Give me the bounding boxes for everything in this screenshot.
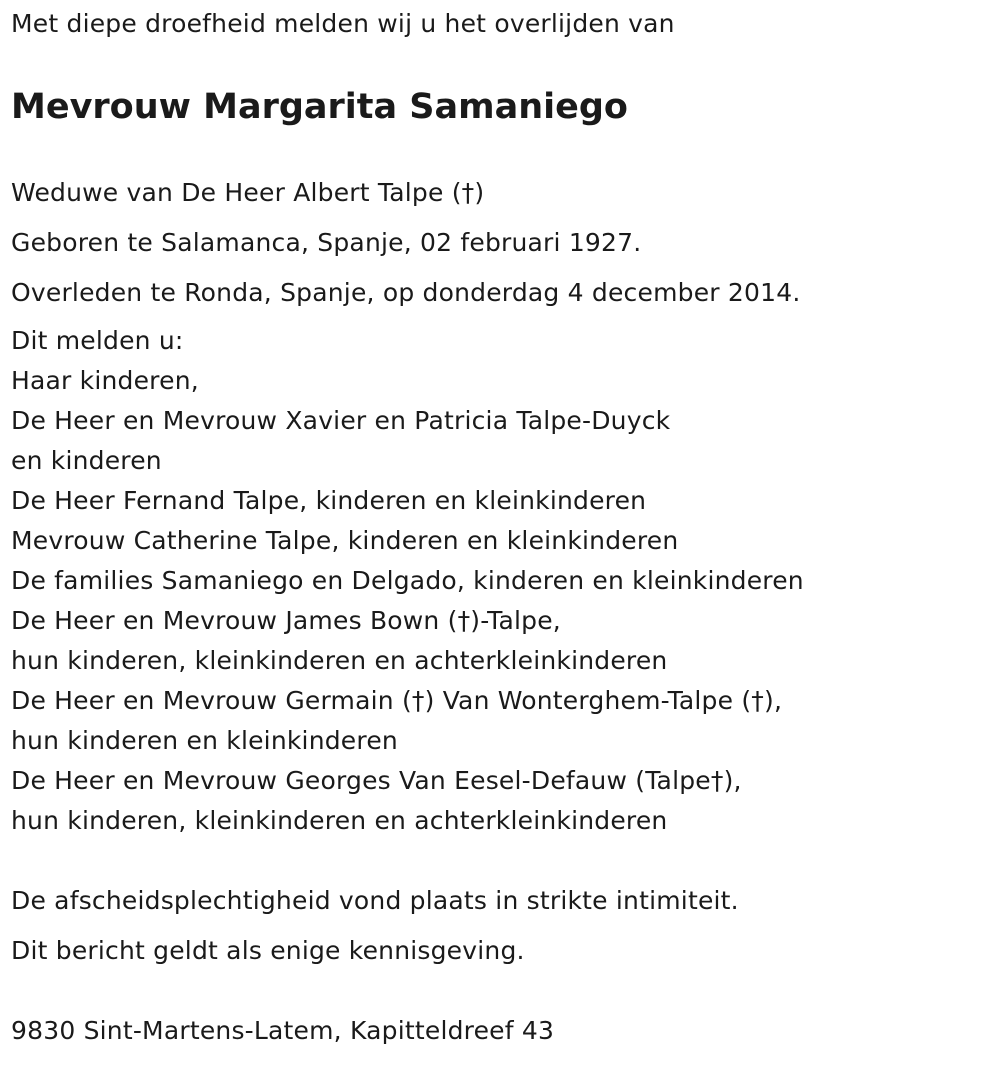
only-notice-text: Dit bericht geldt als enige kennisgeving. bbox=[11, 936, 525, 965]
family-line: hun kinderen, kleinkinderen en achterkleinkinderen bbox=[11, 806, 668, 835]
deceased-name: Mevrouw Margarita Samaniego bbox=[11, 87, 628, 127]
family-line: Dit melden u: bbox=[11, 326, 184, 355]
family-line: De Heer en Mevrouw James Bown (†)-Talpe, bbox=[11, 606, 561, 635]
intro-text: Met diepe droefheid melden wij u het overlijden van bbox=[11, 9, 675, 38]
family-list bbox=[11, 321, 804, 841]
family-line: De Heer en Mevrouw Georges Van Eesel-Defauw (Talpe†), bbox=[11, 766, 742, 795]
family-line: hun kinderen en kleinkinderen bbox=[11, 726, 398, 755]
family-line: en kinderen bbox=[11, 446, 162, 475]
family-line: De Heer en Mevrouw Germain (†) Van Wonterghem-Talpe (†), bbox=[11, 686, 783, 715]
death-text: Overleden te Ronda, Spanje, op donderdag 4 december 2014. bbox=[11, 278, 801, 307]
family-line: De families Samaniego en Delgado, kinderen en kleinkinderen bbox=[11, 566, 804, 595]
family-line: De Heer Fernand Talpe, kinderen en kleinkinderen bbox=[11, 486, 647, 515]
address-text: 9830 Sint-Martens-Latem, Kapitteldreef 43 bbox=[11, 1016, 555, 1045]
widow-of-text: Weduwe van De Heer Albert Talpe (†) bbox=[11, 178, 485, 207]
birth-text: Geboren te Salamanca, Spanje, 02 februari 1927. bbox=[11, 228, 642, 257]
family-line: Haar kinderen, bbox=[11, 366, 199, 395]
farewell-text: De afscheidsplechtigheid vond plaats in strikte intimiteit. bbox=[11, 886, 739, 915]
family-line: De Heer en Mevrouw Xavier en Patricia Talpe-Duyck bbox=[11, 406, 671, 435]
family-line: hun kinderen, kleinkinderen en achterkleinkinderen bbox=[11, 646, 668, 675]
family-line: Mevrouw Catherine Talpe, kinderen en kleinkinderen bbox=[11, 526, 679, 555]
